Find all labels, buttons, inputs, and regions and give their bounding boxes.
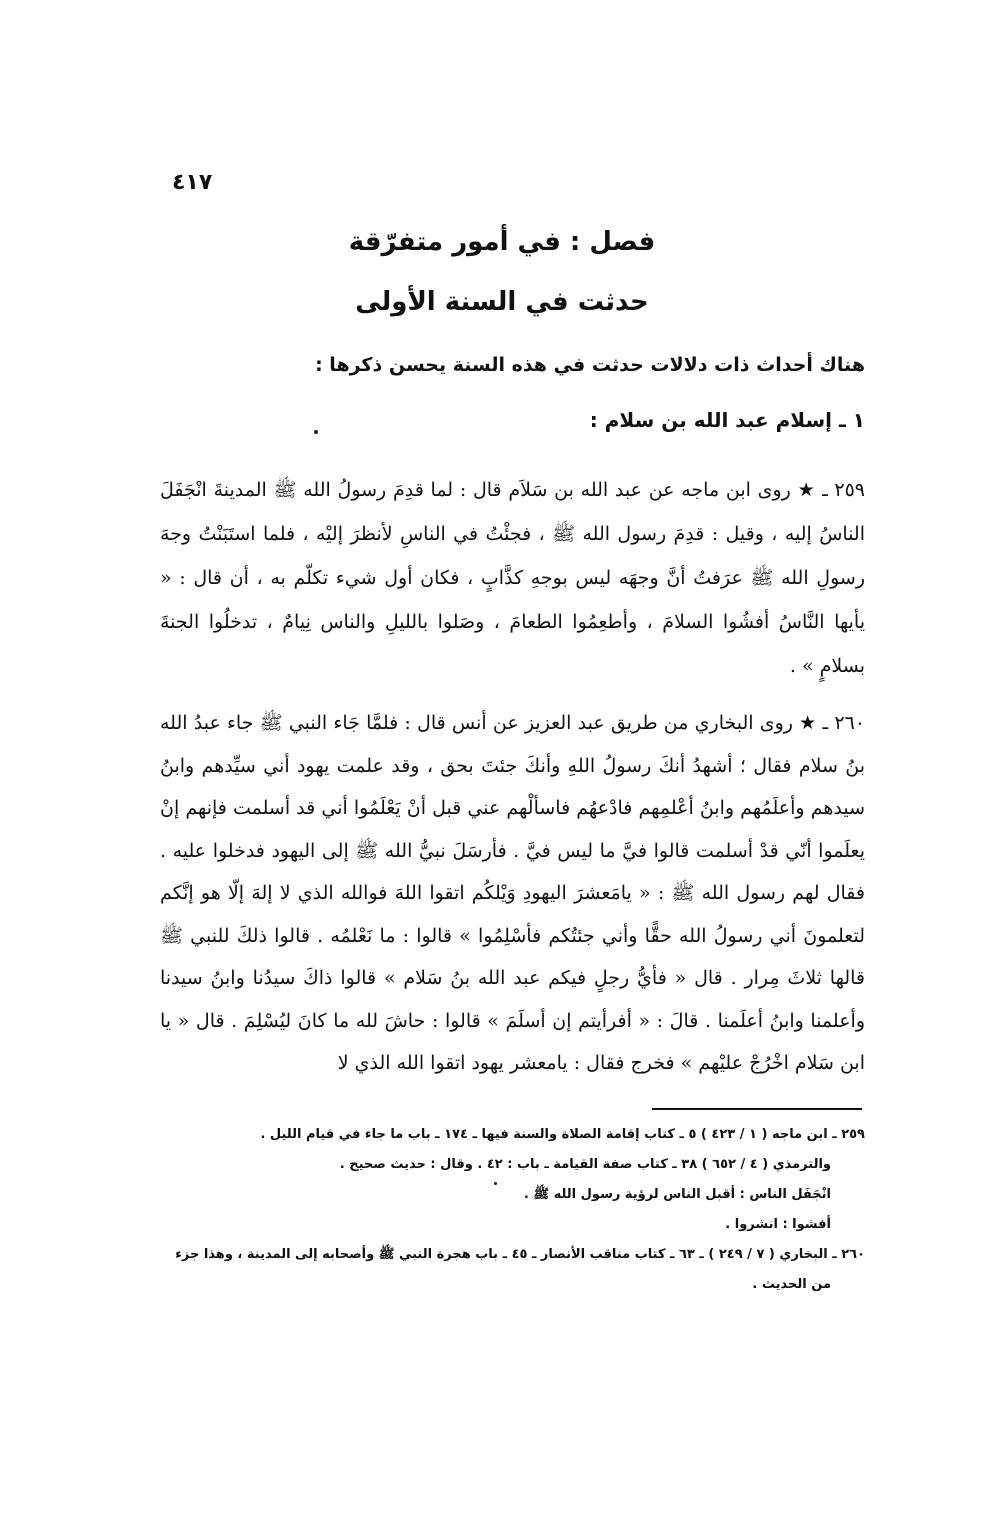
page-number: ٤١٧: [172, 170, 213, 195]
print-speck: [494, 1182, 497, 1185]
paragraph-260: ٢٦٠ ـ ★ روى البخاري من طريق عبد العزيز عن أنس قال : فلمَّا جَاء النبي ﷺ جاء عبدُ الله بنُ سلام فقال ؛ أشهدُ أنكَ رسولُ اللهِ وأنكَ جئتَ بحق ، وقد علمت يهود أني سيِّدهم وابنُ سيدهم وأعلَمُهم وابنُ أعْلمِهم فادْعهُم فاسألْهم عني قبل أنْ يَعْلَمُوا أني قد أسلمت فإنهم إنْ يعلَموا أنّي قدْ أسلمت قالوا فيَّ ما ليس فيَّ . فأرسَلَ نبيُّ الله ﷺ إلى اليهود فدخلوا عليه . فقال لهم رسول الله ﷺ : « يامَعشرَ اليهودِ وَيْلكُم اتقوا اللهَ فوالله الذي لا إلهَ إلّا هو إنَّكم لتعلمونَ أني رسولُ الله حقًّا وأني جئتُكم فأسْلِمُوا » قالوا : ما نَعْلمُه . قالوا ذلكَ للنبي ﷺ قالها ثلاثَ مِرار . قال « فأيُّ رجلٍ فيكم عبد الله بنُ سَلام » قالوا ذاكَ سيدُنا وابنُ سيدنا وأعلمنا وابنُ أعلَمنا . قالَ : « أفرأيتم إن أسلَمَ » قالوا : حاشَ لله ما كانَ ليُسْلِمَ . قال « يا ابن سَلام اخْرُجْ عليْهم » فخرج فقال : يامعشر يهود اتقوا الله الذي لا: [160, 712, 865, 1074]
print-speck: [314, 430, 318, 434]
footnote-line: أفشوا : انشروا .: [725, 1217, 831, 1232]
footnote-line: ٢٥٩ ـ ابن ماجه ( ١ / ٤٢٣ ) ٥ ـ كتاب إقامة الصلاة والسنة فيها ـ ١٧٤ ـ باب ما جاء في قيام الليل .: [260, 1127, 865, 1142]
paragraph-259: ٢٥٩ ـ ★ روى ابن ماجه عن عبد الله بن سَلاَم قال : لما قدِمَ رسولُ الله ﷺ المدينةَ انْجَفَلَ الناسُ إليه ، وقيل : قدِمَ رسول الله ﷺ ، فجئْتُ في الناسِ لأنظرَ إليْه ، فلما استَبَنْتُ وجهَ رسولِ الله ﷺ عرَفتُ أنَّ وجهَه ليس بوجهِ كذَّابٍ ، فكان أول شيء تكلّم به ، أن قال : « يأيها النَّاسُ أفشُوا السلامَ ، وأطعِمُوا الطعامَ ، وصَلوا بالليلِ والناس نِيامٌ ، تدخلُوا الجنةَ بسلامٍ » .: [160, 479, 865, 677]
footnote-line: انْجَفَل الناس : أقبل الناس لرؤية رسول الله ﷺ .: [523, 1187, 831, 1202]
footnote-line: ٢٦٠ ـ البخاري ( ٧ / ٢٤٩ ) ـ ٦٣ ـ كتاب مناقب الأنصار ـ ٤٥ ـ باب هجرة النبي ﷺ وأصحابه إلى المدينة ، وهذا جزء: [175, 1247, 865, 1262]
chapter-title: فصل : في أمور متفرّقة: [348, 227, 656, 257]
intro-text: هناك أحداث ذات دلالات حدثت في هذه السنة يحسن ذكرها :: [315, 354, 865, 376]
footnote-separator: [652, 1108, 862, 1110]
chapter-subtitle: حدثت في السنة الأولى: [355, 287, 649, 317]
footnotes: [160, 1120, 865, 1300]
section-heading: ١ ـ إسلام عبد الله بن سلام :: [589, 408, 865, 432]
footnote-line: والترمذي ( ٤ / ٦٥٢ ) ٣٨ ـ كتاب صفة القيامة ـ باب : ٤٢ . وقال : حديث صحيح .: [339, 1157, 831, 1172]
footnote-line: من الحديث .: [752, 1277, 831, 1292]
